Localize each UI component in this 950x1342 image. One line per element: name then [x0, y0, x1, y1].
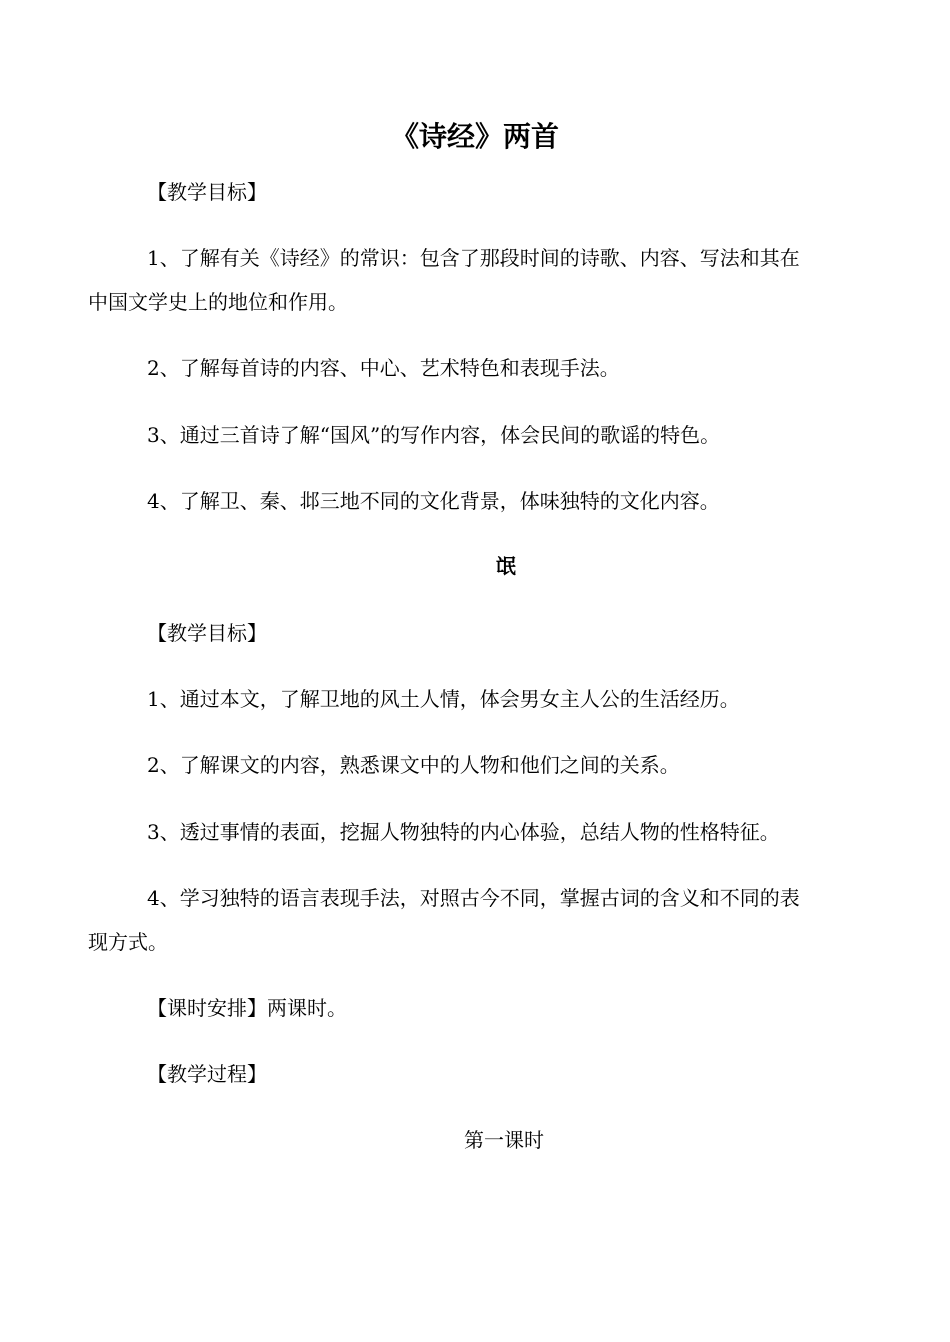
- objective-1-line-1: 1、了解有关《诗经》的常识：包含了那段时间的诗歌、内容、写法和其在: [147, 246, 800, 270]
- poem-objective-1: 1、通过本文，了解卫地的风土人情，体会男女主人公的生活经历。: [147, 687, 740, 711]
- poem-objective-3: 3、透过事情的表面，挖掘人物独特的内心体验，总结人物的性格特征。: [147, 820, 780, 844]
- teaching-objectives-heading: 【教学目标】: [147, 180, 267, 204]
- document-title: 《诗经》两首: [390, 120, 559, 153]
- lesson-schedule: 【课时安排】两课时。: [147, 996, 347, 1020]
- objective-2: 2、了解每首诗的内容、中心、艺术特色和表现手法。: [147, 356, 620, 380]
- poem-objective-2: 2、了解课文的内容，熟悉课文中的人物和他们之间的关系。: [147, 753, 680, 777]
- objective-3: 3、通过三首诗了解“国风”的写作内容，体会民间的歌谣的特色。: [147, 423, 721, 447]
- poem-objective-4-line-2: 现方式。: [88, 930, 168, 954]
- teaching-process-heading: 【教学过程】: [147, 1062, 267, 1086]
- objective-1-line-2: 中国文学史上的地位和作用。: [88, 290, 348, 314]
- first-period-heading: 第一课时: [464, 1128, 544, 1152]
- poem-objective-4-line-1: 4、学习独特的语言表现手法，对照古今不同，掌握古词的含义和不同的表: [147, 886, 800, 910]
- poem-title: 氓: [496, 554, 516, 578]
- poem-objectives-heading: 【教学目标】: [147, 621, 267, 645]
- objective-4: 4、了解卫、秦、邶三地不同的文化背景，体味独特的文化内容。: [147, 489, 720, 513]
